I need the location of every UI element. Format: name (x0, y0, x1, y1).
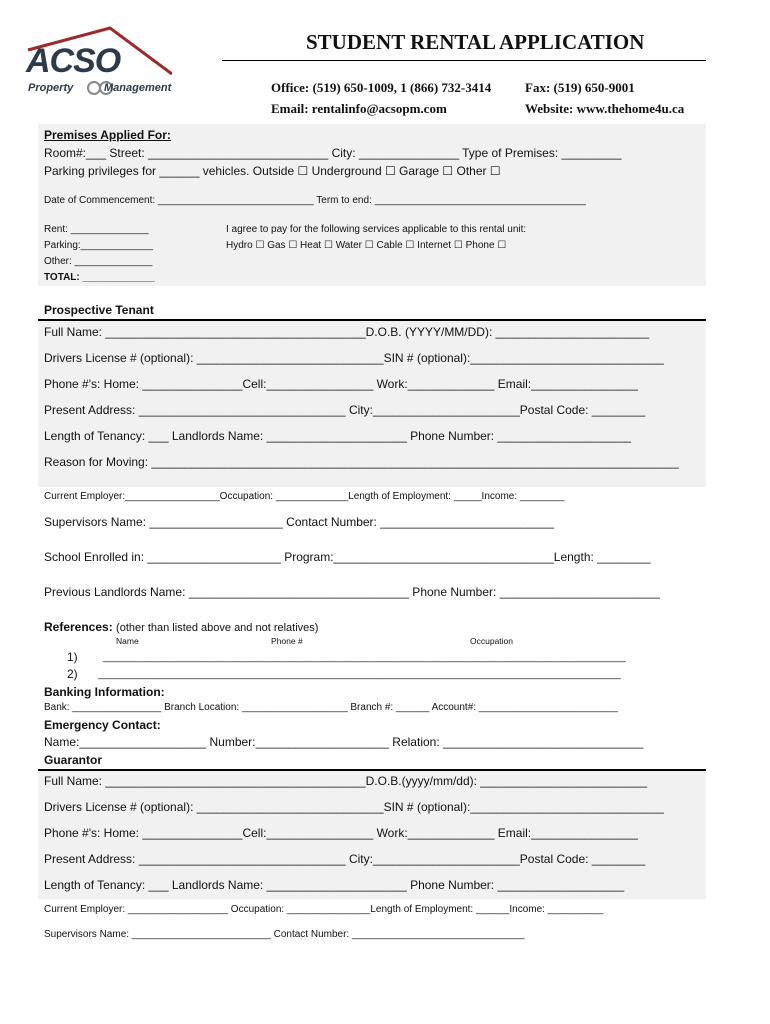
logo-sub-left: Property (28, 82, 74, 94)
tenant-tenancy-field[interactable]: Length of Tenancy: ___ Landlords Name: _____________________ Phone Number: ____________________ (44, 429, 631, 443)
premises-room-street-field[interactable]: Room#:___ Street: ___________________________ City: _______________ Type of Premises: _________ (44, 146, 622, 160)
banking-field[interactable]: Bank: ________________ Branch Location: ___________________ Branch #: ______ Account#: _________________________ (44, 702, 618, 713)
tenant-phones-field[interactable]: Phone #'s: Home: _______________Cell:________________ Work:_____________ Email:________________ (44, 377, 638, 391)
parking-privileges-field[interactable]: Parking privileges for ______ vehicles. Outside ☐ Underground ☐ Garage ☐ Other ☐ (44, 164, 501, 178)
tenant-employment-field[interactable]: Current Employer:_________________Occupation: _____________Length of Employment: _____Income: ________ (44, 491, 565, 502)
ref-col-occupation: Occupation (470, 636, 513, 646)
guarantor-supervisor-field[interactable]: Supervisors Name: _________________________ Contact Number: _______________________________ (44, 929, 525, 940)
rent-field[interactable]: Rent: ______________ (44, 224, 149, 235)
references-label: References: (44, 620, 113, 634)
premises-heading: Premises Applied For: (44, 128, 171, 142)
parking-fee-field[interactable]: Parking:_____________ (44, 240, 153, 251)
tenant-school-field[interactable]: School Enrolled in: ____________________ Program:_________________________________Length: ________ (44, 550, 651, 564)
tenant-prev-landlord-field[interactable]: Previous Landlords Name: _________________________________ Phone Number: ________________________ (44, 585, 660, 599)
banking-heading: Banking Information: (44, 685, 165, 699)
guarantor-heading: Guarantor (44, 753, 103, 767)
logo-sub-right: Management (104, 82, 172, 94)
guarantor-employment-field[interactable]: Current Employer: __________________ Occupation: _______________Length of Employment: ______Income: __________ (44, 904, 604, 915)
title-underline (222, 60, 706, 61)
guarantor-address-field[interactable]: Present Address: _______________________________ City:______________________Postal Code: ________ (44, 852, 646, 866)
ref-row-2-field[interactable]: ______________________________________________________________________________________________ (98, 669, 621, 680)
guarantor-full-name-field[interactable]: Full Name: _______________________________________D.O.B.(yyyy/mm/dd): _________________________ (44, 774, 648, 788)
tenant-drivers-license-field[interactable]: Drivers License # (optional): ____________________________SIN # (optional):_____________________________ (44, 351, 664, 365)
guarantor-phones-field[interactable]: Phone #'s: Home: _______________Cell:________________ Work:_____________ Email:________________ (44, 826, 638, 840)
tenant-heading: Prospective Tenant (44, 303, 154, 317)
ref-row-1-field[interactable]: ______________________________________________________________________________________________ (103, 652, 626, 663)
fax-number: Fax: (519) 650-9001 (525, 80, 635, 95)
total-field[interactable]: TOTAL: _____________ (44, 272, 155, 283)
guarantor-drivers-license-field[interactable]: Drivers License # (optional): ____________________________SIN # (optional):_____________________________ (44, 800, 664, 814)
ref-row-1-label: 1) (67, 650, 78, 664)
ref-col-name: Name (116, 636, 139, 646)
logo-brand: ACSO (26, 42, 121, 80)
office-phone: Office: (519) 650-1009, 1 (866) 732-3414 (271, 80, 492, 95)
company-logo (22, 22, 172, 102)
tenant-reason-field[interactable]: Reason for Moving: _______________________________________________________________________________ (44, 455, 679, 469)
other-fee-field[interactable]: Other: ______________ (44, 256, 153, 267)
guarantor-tenancy-field[interactable]: Length of Tenancy: ___ Landlords Name: _____________________ Phone Number: ___________________ (44, 878, 625, 892)
tenant-full-name-field[interactable]: Full Name: _______________________________________D.O.B. (YYYY/MM/DD): _______________________ (44, 325, 650, 339)
services-agreement: I agree to pay for the following services applicable to this rental unit: (226, 224, 527, 235)
page-title: STUDENT RENTAL APPLICATION (306, 30, 645, 54)
references-heading (44, 620, 318, 634)
commencement-field[interactable]: Date of Commencement: ____________________________ Term to end: ______________________________________ (44, 195, 586, 206)
ref-col-phone: Phone # (271, 636, 303, 646)
emergency-heading: Emergency Contact: (44, 718, 161, 732)
references-note: (other than listed above and not relatives) (116, 622, 319, 634)
emergency-field[interactable]: Name:___________________ Number:____________________ Relation: ______________________________ (44, 735, 644, 749)
website: Website: www.thehome4u.ca (525, 101, 685, 116)
tenant-address-field[interactable]: Present Address: _______________________________ City:______________________Postal Code: ________ (44, 403, 646, 417)
services-checkboxes[interactable]: Hydro ☐ Gas ☐ Heat ☐ Water ☐ Cable ☐ Internet ☐ Phone ☐ (226, 240, 507, 251)
ref-row-2-label: 2) (67, 667, 78, 681)
email-address: Email: rentalinfo@acsopm.com (271, 101, 447, 116)
tenant-supervisor-field[interactable]: Supervisors Name: ____________________ Contact Number: __________________________ (44, 515, 554, 529)
